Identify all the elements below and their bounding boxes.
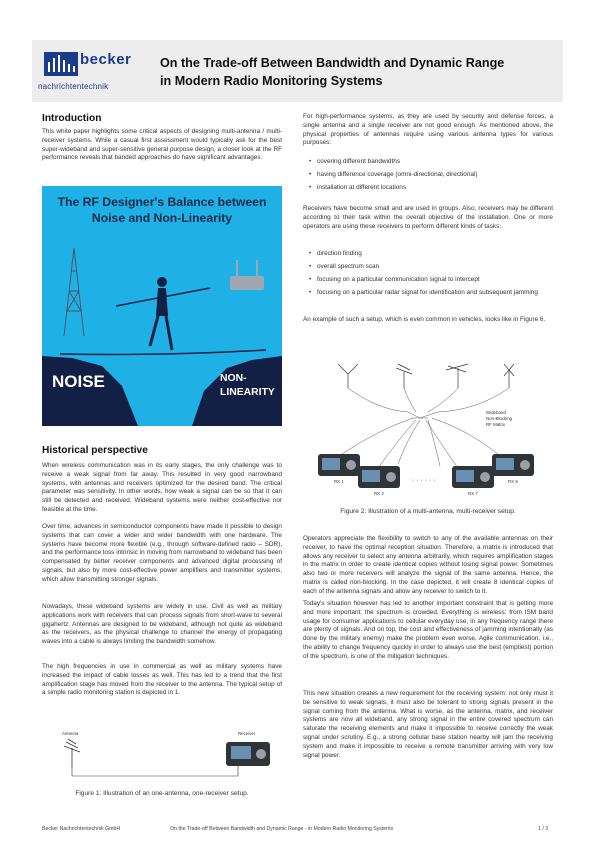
historical-heading: Historical perspective — [42, 445, 148, 456]
right-paragraph-3: An example of such a setup, which is even common in vehicles, looks like in Figure 6. — [303, 316, 546, 323]
logo-brand: becker — [80, 51, 132, 68]
radio-tower-icon — [64, 248, 84, 336]
list-item: • having difference coverage (omni-directional, directional) — [308, 171, 553, 180]
matrix-cables — [342, 388, 509, 468]
historical-paragraph-2: Over time, advances in semiconductor components have made it possible to design systems that can cover a wider and wider bandwidth with one hardware. The systems have become more flexible (e.g., through software-defined radio – SDR), and the performance loss intrinsic in moving from narrowband to wideband has been compensated by better receiver components and advanced digital processing of signals, but also by more cost-effective power amplifiers and transmitter systems, which allow transmitting stronger signals. — [42, 523, 282, 583]
historical-paragraph-3: Nowadays, these wideband systems are widely in use. Civil as well as military applications work with receivers that can process signals from short-wave to several gigahertz. Antennas are designed to be wideband, although not quite as wideband as the receivers, as the physical challenge to channel the energy of propagating waves into a cable is always limiting the bandwidth somehow. — [42, 603, 282, 646]
rx-label: RX 7 — [468, 491, 478, 496]
list-item: • focusing on a particular radar signal for identification and subsequent jamming — [308, 289, 553, 298]
title-line-2: in Modern Radio Monitoring Systems — [160, 74, 383, 88]
receiver-icon — [358, 466, 400, 488]
nonlinearity-label — [220, 372, 275, 400]
list-item: • installation at different locations — [308, 184, 553, 193]
antenna-label: Antenna — [62, 731, 79, 736]
receiver-icon — [452, 466, 494, 488]
figure-2-caption: Figure 2: Illustration of a multi-antenna, multi-receiver setup. — [340, 508, 516, 515]
figure-2-diagram — [308, 360, 548, 500]
balance-illustration — [42, 186, 282, 426]
receiver-icon — [318, 454, 360, 476]
company-logo — [38, 48, 136, 96]
antenna-array-icon — [338, 364, 514, 388]
rx-label: RX 2 — [374, 491, 384, 496]
right-paragraph-6: This new situation creates a new requirement for the receiving system: not only must it be sensitive to weak signals, it must also be tolerant to strong signals present in the signal coming from the antenna. What is worse, as the antenna, matrix, and receiver systems are now all wideband, any strong signal in the entire covered spectrum can saturate the receiving elements and make it impossible to receive correctly the weak signal under scrutiny. E.g., a strong cellular base station nearby will jam the receiving system and make it impossible to receive a remote transmitter arriving with very low signal power. — [303, 690, 553, 759]
figure-1-diagram — [42, 728, 282, 786]
title-line-1: On the Trade-off Between Bandwidth and Dynamic Range — [160, 56, 505, 70]
tightrope — [60, 350, 266, 355]
ellipsis-dots: · · · · · · — [412, 477, 436, 484]
nonlinearity-line-2: LINEARITY — [220, 387, 275, 398]
logo-waveform-icon — [44, 52, 78, 76]
intro-paragraph: This white paper highlights some critical aspects of designing multi-antenna / multi-receiver systems. While a casual first assessment would typically ask for the best super-wideband and super-sensitive general purpose design, a closer look at the RF performance reveals that banded approaches do have significant advantages. — [42, 128, 282, 162]
matrix-label-3: RF Matrix — [486, 422, 506, 427]
right-paragraph-1: For high-performance systems, as they are used by security and defense forces, a single antenna and a single receiver are not good enough. As mentioned above, the physical properties of antennas require using various antenna types for various purposes: — [303, 113, 553, 147]
receiver-icon — [226, 742, 270, 766]
nonlinearity-line-1: NON- — [220, 373, 247, 384]
matrix-label-2: Non-Blocking — [486, 416, 513, 421]
right-paragraph-4: Operators appreciate the flexibility to switch to any of the available antennas on their receiver, to have the optimal reception situation. Therefore, a matrix is introduced that allows any receiver to select any antenna arbitrarily, which requires amplification stages in the matrix in order to create identical copies without losing signal power. Sometimes also two or more receivers will analyze the signal of the same antenna. Hence, the matrix is called non-blocking. In the case depicted, it will create 8 identical copies of each of the antenna signals and allow any receiver to switch to it. — [303, 535, 553, 595]
figure-1-caption: Figure 1: Illustration of an one-antenna, one-receiver setup. — [75, 790, 249, 797]
list-item: • focusing on a particular communication signal to intercept — [308, 276, 553, 285]
footer-company: Becker Nachrichtentechnik GmbH — [42, 826, 121, 832]
illustration-title-line-2: Noise and Non-Linearity — [91, 211, 233, 225]
rx-label: RX 1 — [334, 479, 344, 484]
historical-paragraph-1-text: When wireless communication was in its early stages, the only challenge was to receive a weak signal from far away. This resulted in very good narrowband systems, with antennas and receivers optimized for the desired band. The critical parameter was sensitivity. In other words, how weak a signal can be so that it can still be detected and received. Wideband systems were neither cost-effective nor feasible at the time. — [42, 462, 282, 513]
footer-page-number: 1 / 3 — [538, 826, 549, 832]
list-item: • covering different bandwidths — [308, 158, 553, 167]
task-list — [308, 250, 553, 302]
logo-subtitle: nachrichtentechnik — [38, 82, 109, 91]
historical-paragraph-4: The high frequencies in use in commercial as well as military systems have increased the impact of cable losses as well. This has led to a trend that the first amplification stage has moved from the receiver to the antenna. The typical setup of a simple radio monitoring station is depicted in 1. — [42, 663, 282, 697]
footer-document-title: On the Trade-off Between Bandwidth and Dynamic Range - in Modern Radio Monitoring Systems — [170, 826, 394, 832]
antenna-icon — [64, 739, 80, 768]
receiver-label: Receiver — [238, 731, 256, 736]
historical-paragraph-1 — [42, 462, 282, 515]
rx-label: RX 8 — [508, 479, 518, 484]
illustration-title-line-1: The RF Designer's Balance between — [57, 195, 267, 209]
matrix-label-1: Wideband — [486, 410, 506, 415]
receiver-icon — [492, 454, 534, 476]
noise-label: NOISE — [48, 372, 109, 392]
right-paragraph-5: Today's situation however has led to another important constraint that is getting more and more important: the spectrum is crowded. Everything is wireless: from ISM band usage for consumer applications to cellular everyday use, in any frequency range there are plenty of signals. And on top, the cost and effectiveness of jamming intentionally (as done by the military enemy) make the problem even worse. Agile communication, i.e., the ability to change frequency quickly in order to always use the best (emptiest) portion of the spectrum, is one of the mitigation techniques. — [303, 600, 553, 660]
right-paragraph-2: Receivers have become small and are used in groups. Also, receivers may be different according to their task within the overall objective of the installation. One or more operators are using these receivers to perform different kinds of tasks: — [303, 205, 553, 230]
router-icon — [230, 260, 264, 290]
antenna-purpose-list — [308, 158, 553, 197]
antenna-cable — [72, 766, 238, 776]
intro-heading: Introduction — [42, 113, 102, 124]
tightrope-walker-icon — [116, 277, 210, 350]
list-item: • overall spectrum scan — [308, 263, 553, 272]
page-title — [160, 54, 550, 90]
list-item: • direction finding — [308, 250, 553, 259]
